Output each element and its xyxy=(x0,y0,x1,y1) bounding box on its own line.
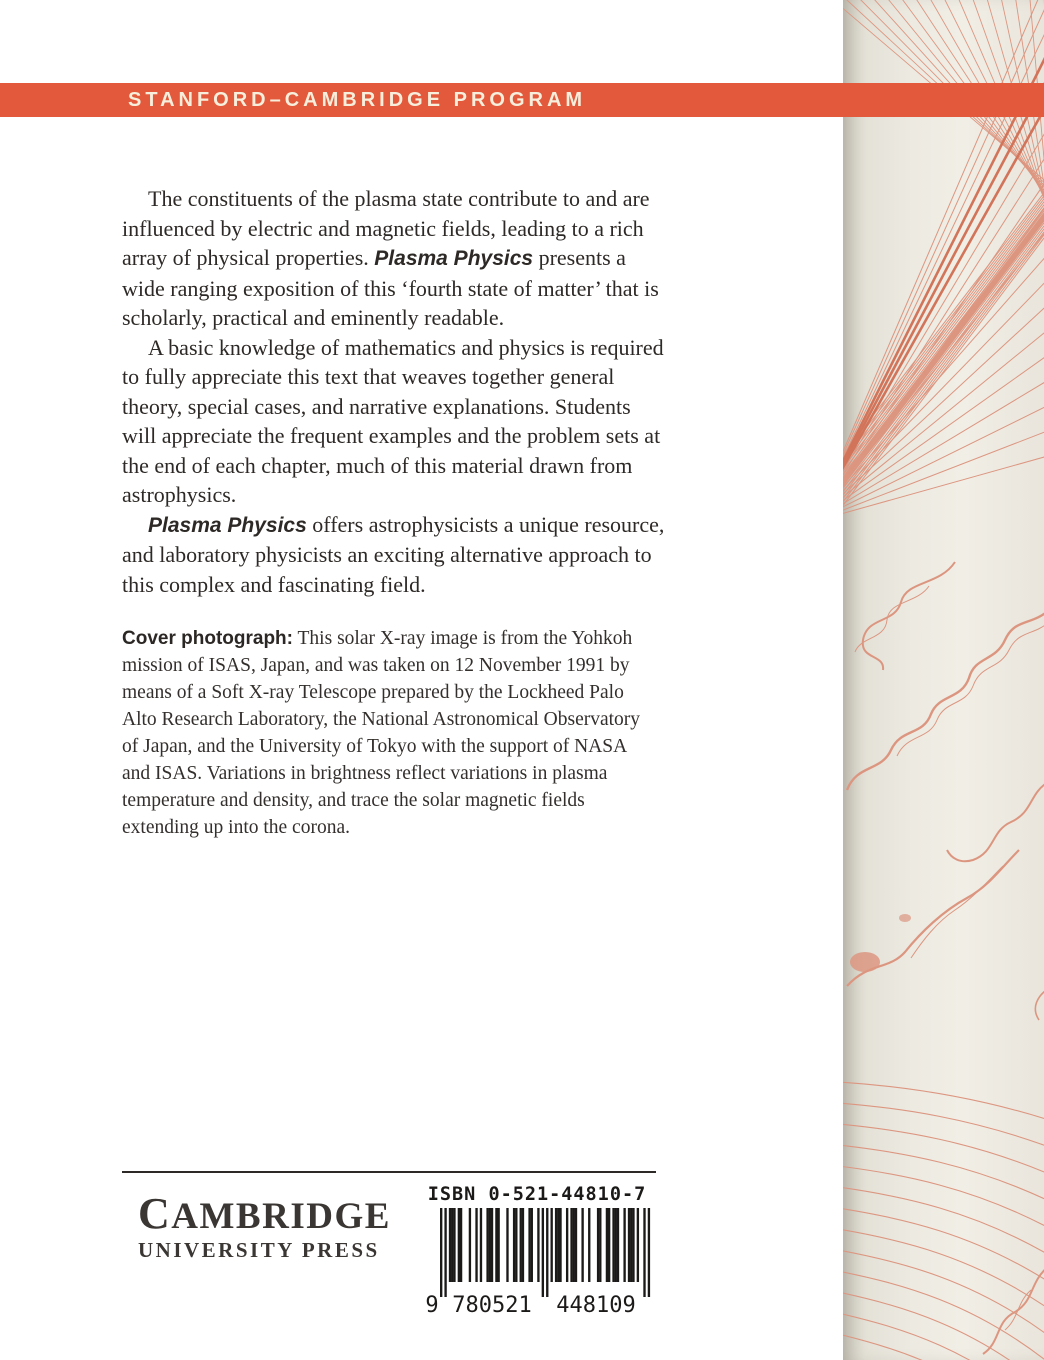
book-title-emphasis: Plasma Physics xyxy=(374,247,534,270)
isbn-block xyxy=(424,1184,650,1316)
isbn-label: ISBN 0-521-44810-7 xyxy=(427,1184,647,1205)
barcode-bars xyxy=(424,1208,650,1316)
banner-label: STANFORD–CAMBRIDGE PROGRAM xyxy=(128,89,587,111)
cambridge-initial: C xyxy=(138,1189,172,1238)
cambridge-university-press-logo xyxy=(138,1189,391,1262)
university-press-wordmark: UNIVERSITY PRESS xyxy=(138,1238,380,1262)
spine-art-strip xyxy=(843,0,1044,1360)
cambridge-wordmark xyxy=(138,1189,391,1238)
blurb-p1-post: presents a wide ranging exposition of this ‘fourth state of matter’ that is scholarly, practical and eminently readable. xyxy=(122,245,659,330)
footer-rule xyxy=(122,1171,656,1173)
cover-photograph-note xyxy=(122,625,646,841)
blurb-paragraph-2: A basic knowledge of mathematics and physics is required to fully appreciate this text that weaves together general theory, special cases, and narrative explanations. Students will appreciate the frequent examples and the problem sets at the end of each chapter, much of this material drawn from astrophysics. xyxy=(122,334,664,507)
cover-note-label: Cover photograph: xyxy=(122,628,293,649)
cover-note-text: This solar X-ray image is from the Yohkoh mission of ISAS, Japan, and was taken on 12 November 1991 by means of a Soft X-ray Telescope prepared by the Lockheed Palo Alto Research Laboratory, the National Astronomical Observatory of Japan, and the University of Tokyo with the support of NASA and ISAS. Variations in brightness reflect variations in plasma temperature and density, and trace the solar magnetic fields extending up into the corona. xyxy=(122,628,641,838)
blurb-paragraph-1 xyxy=(122,184,670,333)
blurb-column xyxy=(122,184,670,841)
blurb-p1-pre: The constituents of the plasma state contribute to and are influenced by electric and magnetic fields, leading to a rich array of physical properties. xyxy=(122,186,650,270)
blurb-paragraph-3 xyxy=(122,510,670,600)
solar-corona-line-art-icon xyxy=(843,0,1044,1360)
book-title-emphasis: Plasma Physics xyxy=(148,513,307,537)
stanford-cambridge-banner xyxy=(0,83,1044,117)
barcode-digit-first: 9 xyxy=(425,1293,439,1318)
barcode-digits-left: 780521 xyxy=(452,1293,532,1318)
blurb-p3-post: offers astrophysicists a unique resource, and laboratory physicists an exciting alternative approach to this complex and fascinating field. xyxy=(122,511,665,597)
ean13-barcode xyxy=(424,1208,650,1316)
cambridge-rest: AMBRIDGE xyxy=(171,1196,391,1237)
barcode-digits-right: 448109 xyxy=(556,1293,636,1318)
